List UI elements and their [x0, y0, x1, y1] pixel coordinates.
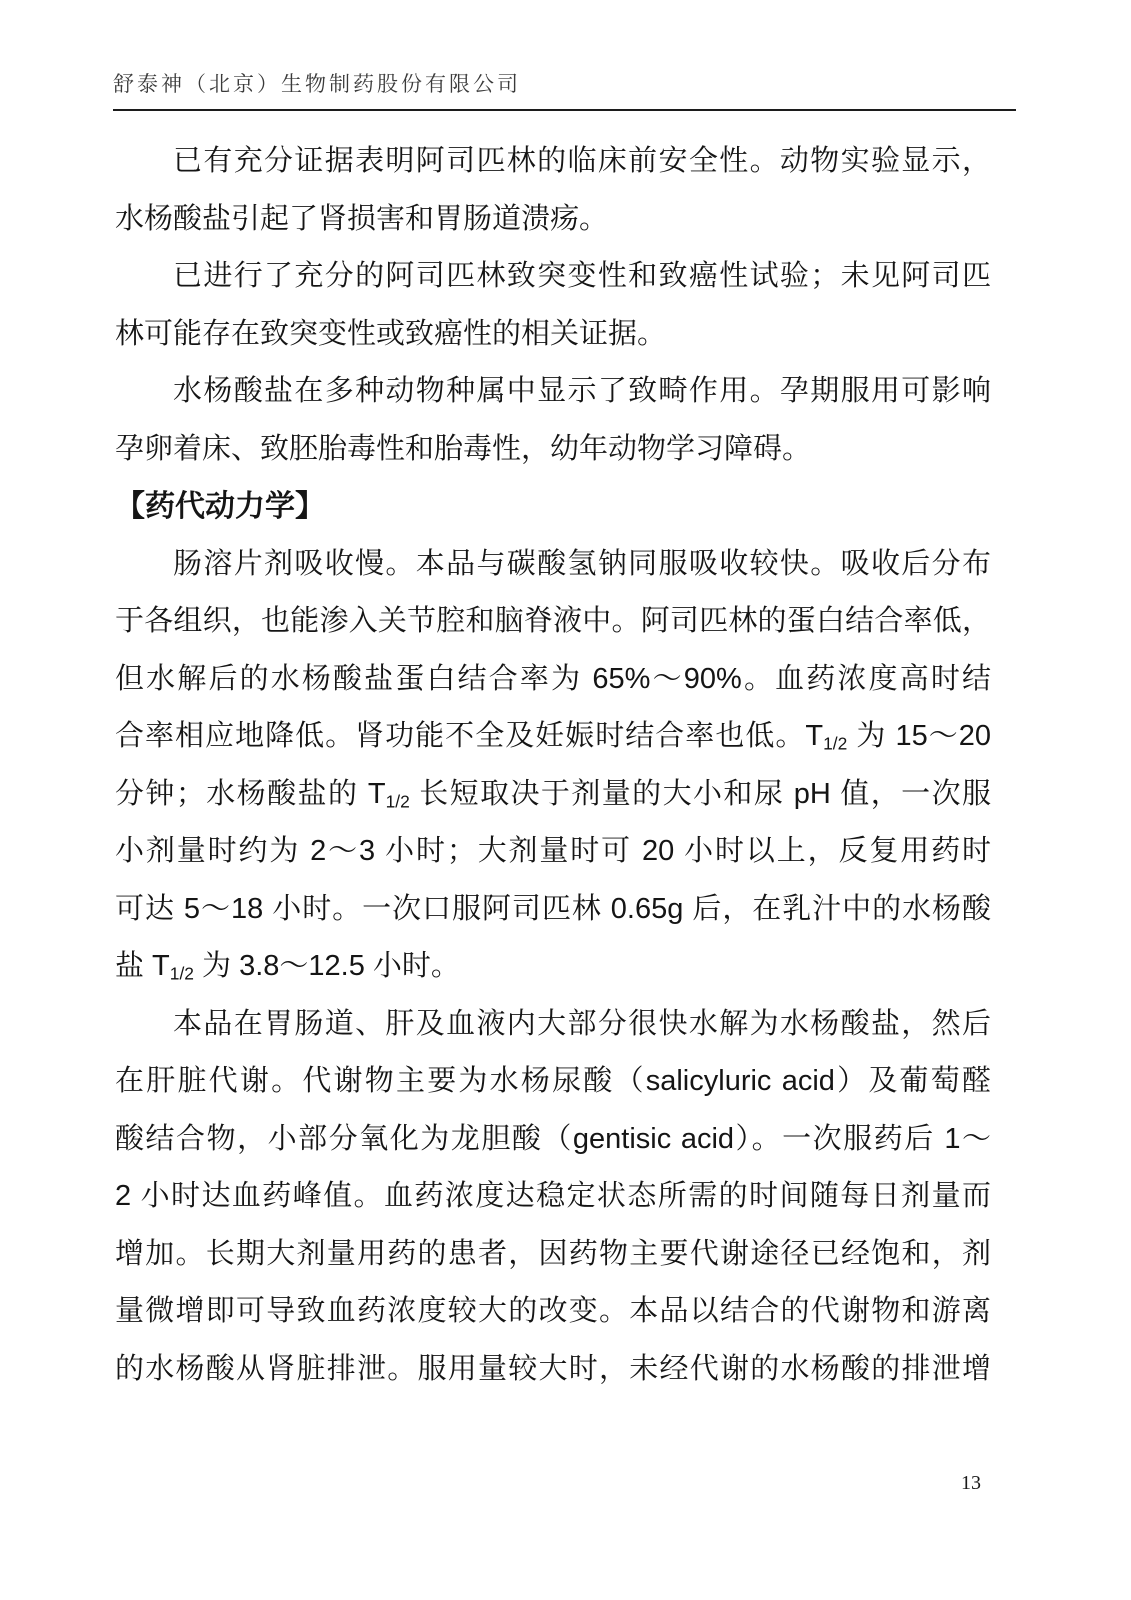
body-line: 水杨酸盐在多种动物种属中显示了致畸作用。孕期服用可影响: [173, 375, 991, 407]
header-divider: [113, 109, 1016, 111]
company-name: 舒泰神（北京）生物制药股份有限公司: [113, 72, 521, 96]
body-line: 已有充分证据表明阿司匹林的临床前安全性。动物实验显示，: [173, 145, 991, 177]
body-line: 增加。长期大剂量用药的患者，因药物主要代谢途径已经饱和，剂: [115, 1237, 991, 1270]
section-heading: 【药代动力学】: [115, 490, 325, 523]
body-line: 量微增即可导致血药浓度较大的改变。本品以结合的代谢物和游离: [115, 1295, 991, 1327]
body-line: 但水解后的水杨酸盐蛋白结合率为 65%～90%。血药浓度高时结: [115, 662, 991, 695]
body-line: 小剂量时约为 2～3 小时；大剂量时可 20 小时以上，反复用药时: [115, 835, 991, 867]
body-line: 已进行了充分的阿司匹林致突变性和致癌性试验；未见阿司匹: [173, 260, 991, 292]
body-line: 于各组织，也能渗入关节腔和脑脊液中。阿司匹林的蛋白结合率低，: [115, 605, 991, 637]
body-line: 水杨酸盐引起了肾损害和胃肠道溃疡。: [115, 202, 609, 235]
body-line: 本品在胃肠道、肝及血液内大部分很快水解为水杨酸盐，然后: [173, 1007, 991, 1040]
body-line: 2 小时达血药峰值。血药浓度达稳定状态所需的时间随每日剂量而: [115, 1180, 991, 1212]
body-line: 可达 5～18 小时。一次口服阿司匹林 0.65g 后，在乳汁中的水杨酸: [115, 892, 991, 925]
body-line: 酸结合物，小部分氧化为龙胆酸（gentisic acid）。一次服药后 1～: [115, 1122, 991, 1155]
body-line: 盐 $T_{1/2}$ 为 3.8～12.5 小时。: [115, 950, 460, 984]
page-header: [113, 68, 1016, 111]
body-line: 在肝脏代谢。代谢物主要为水杨尿酸（salicyluric acid）及葡萄醛: [115, 1065, 991, 1097]
body-line: 肠溶片剂吸收慢。本品与碳酸氢钠同服吸收较快。吸收后分布: [173, 547, 991, 580]
body-lines: [115, 133, 991, 1398]
body-line: 合率相应地降低。肾功能不全及妊娠时结合率也低。$T_{1/2}$ 为 15～20: [115, 720, 991, 754]
body-line: 分钟；水杨酸盐的 $T_{1/2}$ 长短取决于剂量的大小和尿 pH 值，一次服: [115, 777, 991, 811]
body-line: 林可能存在致突变性或致癌性的相关证据。: [115, 317, 667, 350]
body-line: 的水杨酸从肾脏排泄。服用量较大时，未经代谢的水杨酸的排泄增: [115, 1352, 991, 1385]
page-number: 13: [961, 1472, 981, 1494]
body-line: 孕卵着床、致胚胎毒性和胎毒性，幼年动物学习障碍。: [115, 432, 812, 465]
